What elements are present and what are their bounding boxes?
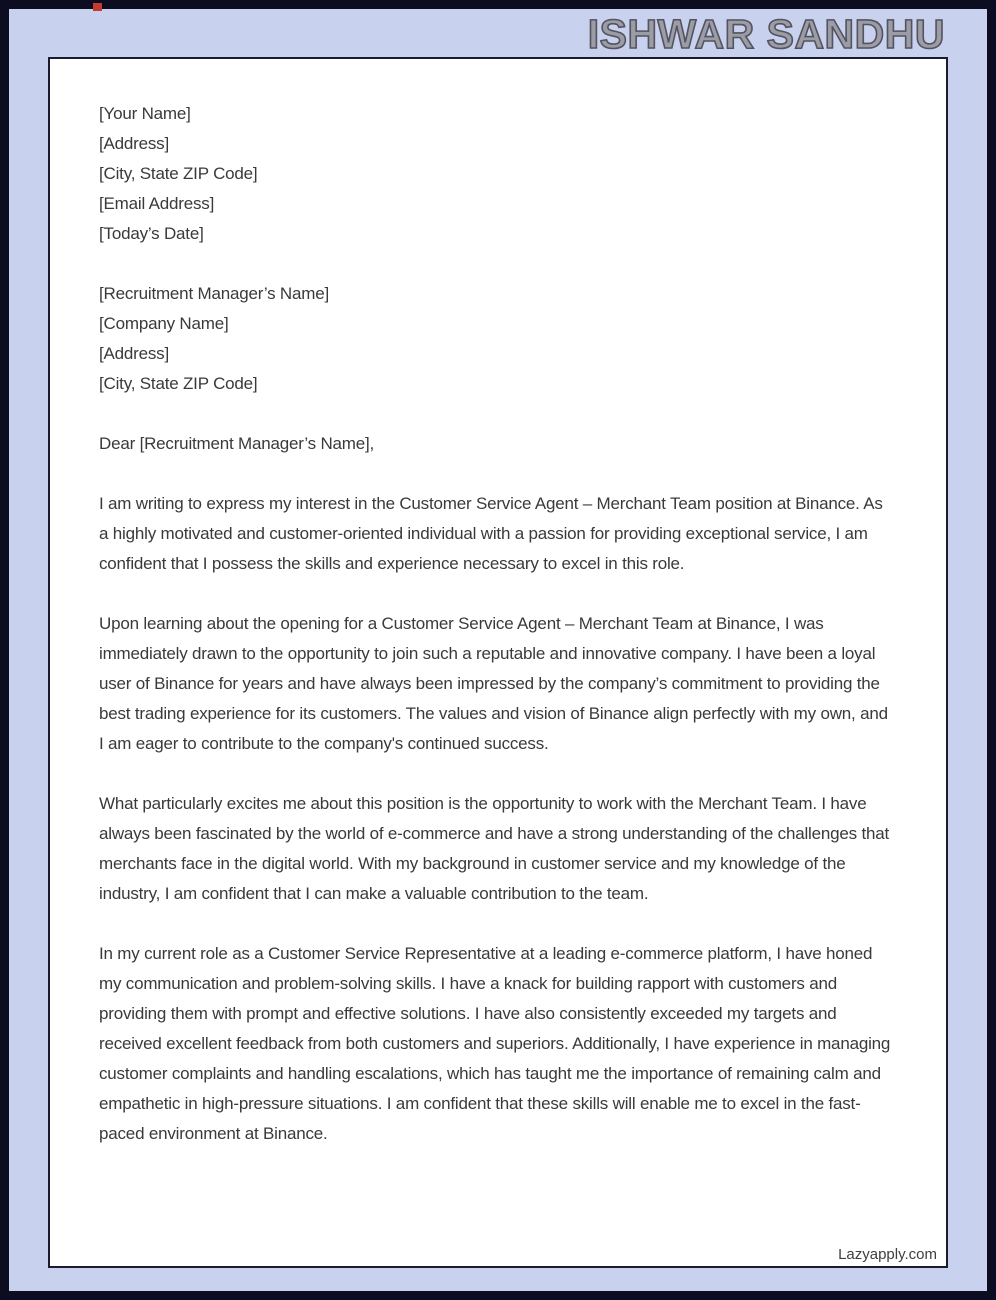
recipient-name-line: [Recruitment Manager’s Name]	[99, 284, 329, 303]
letter-body	[50, 59, 946, 1149]
recipient-block	[99, 279, 894, 399]
recipient-address-line: [Address]	[99, 344, 170, 363]
letter-paragraph-3: What particularly excites me about this position is the opportunity to work with the Merchant Team. I have always been fascinated by the world of e-commerce and have a strong understanding of the challenges that merchants face in the digital world. With my background in customer service and my knowledge of the industry, I am confident that I can make a valuable contribution to the team.	[99, 794, 890, 903]
recipient-city-line: [City, State ZIP Code]	[99, 374, 258, 393]
sender-block	[99, 99, 894, 249]
letter-paragraph-4: In my current role as a Customer Service Representative at a leading e-commerce platform, I have honed my communication and problem-solving skills. I have a knack for building rapport with customers and providing them with prompt and effective solutions. I have also consistently exceeded my targets and received excellent feedback from both customers and superiors. Additionally, I have experience in managing customer complaints and handling escalations, which has taught me the importance of remaining calm and empathetic in high-pressure situations. I am confident that these skills will enable me to excel in the fast-paced environment at Binance.	[99, 944, 891, 1143]
salutation: Dear [Recruitment Manager’s Name],	[99, 434, 375, 453]
page-background	[9, 9, 987, 1291]
salutation-block	[99, 429, 894, 459]
sender-date-line: [Today’s Date]	[99, 224, 204, 243]
sender-address-line: [Address]	[99, 134, 170, 153]
letter-paragraph-1: I am writing to express my interest in the Customer Service Agent – Merchant Team position at Binance. As a highly motivated and customer-oriented individual with a passion for providing exceptional service, I am confident that I possess the skills and experience necessary to excel in this role.	[99, 494, 883, 573]
watermark: Lazyapply.com	[838, 1246, 937, 1263]
sender-email-line: [Email Address]	[99, 194, 215, 213]
red-marker-icon	[93, 3, 102, 11]
sender-city-line: [City, State ZIP Code]	[99, 164, 258, 183]
letter-paragraph-2: Upon learning about the opening for a Customer Service Agent – Merchant Team at Binance, I was immediately drawn to the opportunity to join such a reputable and innovative company. I have been a loyal user of Binance for years and have always been impressed by the company’s commitment to providing the best trading experience for its customers. The values and vision of Binance align perfectly with my own, and I am eager to contribute to the company's continued success.	[99, 614, 888, 753]
document-page	[48, 57, 948, 1268]
recipient-company-line: [Company Name]	[99, 314, 229, 333]
sender-name-line: [Your Name]	[99, 104, 191, 123]
header-name: ISHWAR SANDHU	[587, 11, 945, 57]
